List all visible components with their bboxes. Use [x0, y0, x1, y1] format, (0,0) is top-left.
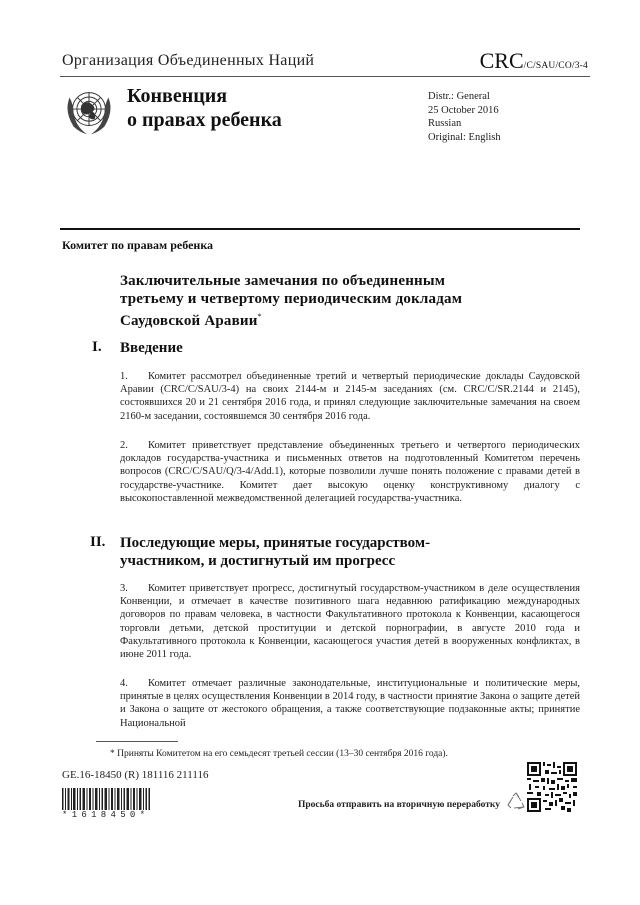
- section-2-title-line1: Последующие меры, принятые государством-: [120, 535, 431, 551]
- document-symbol: [480, 48, 588, 74]
- paragraph-text: Комитет рассмотрел объединенные третий и четвертый периодические доклады Саудовской Аравии (CRC/C/SAU/3-4) на своих 2144-м и 2145-м заседаниях (см. CRC/C/SR.2144 и 2145), состоявшихся 20 и 21 сентября 2016 года, и принял следующие заключительные замечания на своем 2160-м заседании, состоявшемся 30 сентября 2016 года.: [120, 371, 580, 422]
- barcode-number: *1618450*: [62, 810, 150, 820]
- paragraph-1: [120, 370, 580, 423]
- footnote: * Приняты Комитетом на его семьдесят третьей сессии (13–30 сентября 2016 года).: [110, 749, 448, 759]
- distr-language: Russian: [428, 118, 462, 129]
- symbol-main: CRC: [479, 48, 524, 73]
- paragraph-2: [120, 439, 580, 505]
- paragraph-number: 2.: [120, 440, 128, 451]
- barcode-icon: [62, 788, 150, 810]
- convention-title-line2: о правах ребенка: [127, 109, 282, 131]
- paragraph-text: Комитет отмечает различные законодательные, институциональные и политические меры, принятые в целях осуществления Конвенции в 2014 году, в частности принятие Закона о защите детей и Закона о защите от жестокого обращения, а также соответствующие подзаконные акты; принятие Национальной: [120, 678, 580, 729]
- document-title-line1: Заключительные замечания по объединенным: [120, 273, 446, 289]
- paragraph-number: 4.: [120, 678, 128, 689]
- section-1-number: I.: [92, 339, 102, 355]
- footnote-rule: [96, 741, 178, 742]
- section-2-number: II.: [90, 534, 106, 550]
- section-2-title: [120, 534, 430, 570]
- distribution-block: [428, 90, 501, 144]
- paragraph-number: 1.: [120, 371, 128, 382]
- header-rule: [60, 76, 590, 77]
- paragraph-text: Комитет приветствует прогресс, достигнутый государством-участником в деле осуществления Конвенции, и отмечает в качестве позитивного шага недавнюю ратификацию международных договоров по правам человека, в частности Факультативного протокола к Конвенции, касающегося торговли детьми, детской проституции и детской порнографии, в августе 2010 года и Факультативного протокола к Конвенции, касающегося участия детей в вооруженных конфликтах, в июне 2011 года.: [120, 583, 580, 661]
- un-emblem-icon: [60, 82, 118, 140]
- organization-name: Организация Объединенных Наций: [62, 52, 315, 69]
- committee-rule: [60, 228, 580, 230]
- document-title: [120, 272, 462, 330]
- footnote-marker[interactable]: *: [257, 312, 262, 321]
- document-reference: GE.16-18450 (R) 181116 211116: [62, 769, 209, 781]
- distr-date: 25 October 2016: [428, 104, 499, 116]
- convention-title-line1: Конвенция: [127, 85, 228, 107]
- committee-name: Комитет по правам ребенка: [62, 238, 214, 252]
- convention-title: [127, 84, 282, 132]
- document-title-line2: третьему и четвертому периодическим докладам: [120, 291, 463, 307]
- paragraph-text: Комитет приветствует представление объединенных третьего и четвертого периодических докладов государства-участника и письменных ответов на подготовленный Комитетом перечень вопросов (CRC/C/SAU/Q/3-4/Add.1), которые позволили лучше понять положение с правами детей в государстве-участнике. Комитет дает высокую оценку конструктивному диалогу с высокопоставленной межведомственной делегацией государства-участника.: [120, 440, 580, 504]
- symbol-sub: /C/SAU/CO/3-4: [523, 61, 588, 71]
- paragraph-number: 3.: [120, 583, 128, 594]
- distr-general: Distr.: General: [428, 91, 490, 102]
- recycle-icon: [506, 792, 526, 812]
- distr-original: Original: English: [428, 131, 501, 143]
- recycle-text: Просьба отправить на вторичную переработку: [298, 800, 500, 810]
- document-title-line3: Саудовской Аравии: [120, 313, 258, 329]
- paragraph-4: [120, 677, 580, 730]
- section-2-title-line2: участником, и достигнутый им прогресс: [120, 553, 396, 569]
- qr-code-icon: [527, 762, 577, 812]
- section-1-title: Введение: [120, 340, 183, 356]
- paragraph-3: [120, 582, 580, 661]
